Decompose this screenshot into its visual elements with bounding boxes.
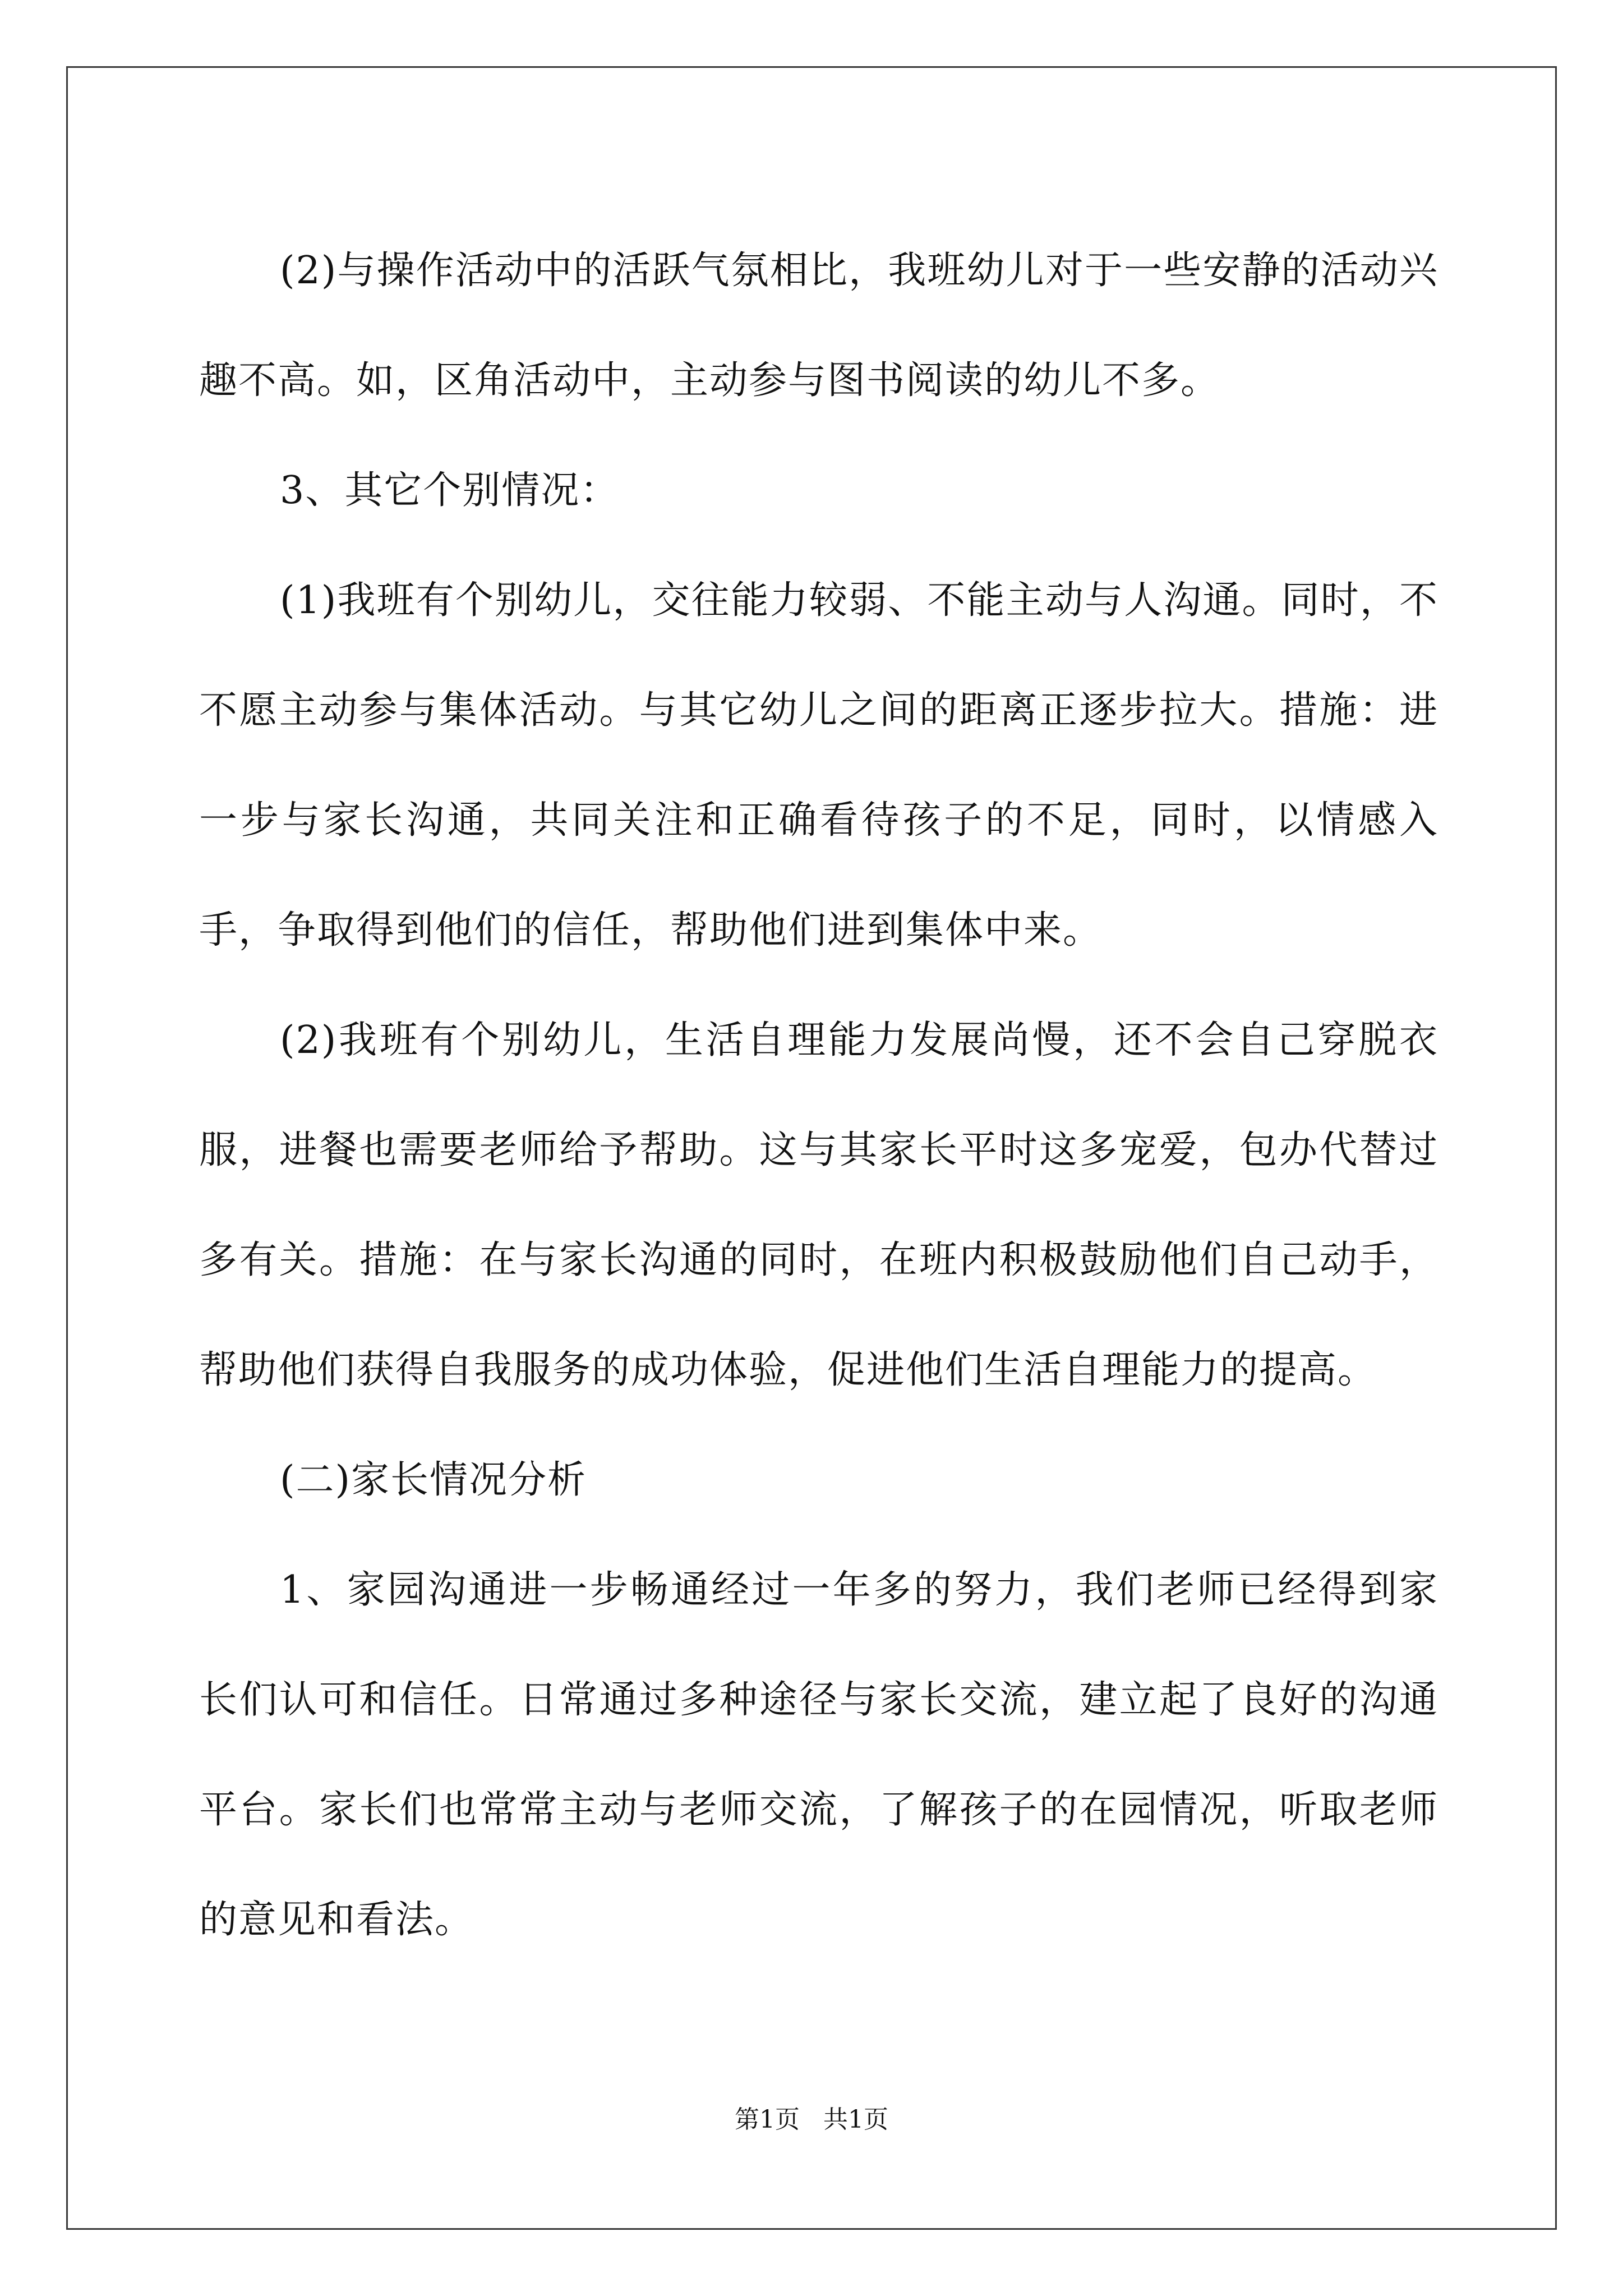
page-footer: 第1页 共1页 — [735, 2105, 888, 2134]
paragraph: (1)我班有个别幼儿，交往能力较弱、不能主动与人沟通。同时，不不愿主动参与集体活动。与其它幼儿之间的距离正逐步拉大。措施：进一步与家长沟通，共同关注和正确看待孩子的不足，同时，以情感入手，争取得到他们的信任，帮助他们进到集体中来。 — [199, 578, 1438, 953]
paragraph: 3、其它个别情况： — [280, 468, 620, 513]
paragraph: (2)与操作活动中的活跃气氛相比，我班幼儿对于一些安静的活动兴趣不高。如，区角活动中，主动参与图书阅读的幼儿不多。 — [199, 249, 1438, 403]
paragraph: (2)我班有个别幼儿，生活自理能力发展尚慢，还不会自己穿脱衣服，进餐也需要老师给予帮助。这与其家长平时这多宠爱，包办代替过多有关。措施：在与家长沟通的同时，在班内积极鼓励他们自己动手，帮助他们获得自我服务的成功体验，促进他们生活自理能力的提高。 — [199, 1018, 1438, 1392]
paragraph: 1、家园沟通进一步畅通经过一年多的努力，我们老师已经得到家长们认可和信任。日常通过多种途径与家长交流，建立起了良好的沟通平台。家长们也常常主动与老师交流，了解孩子的在园情况，听取老师的意见和看法。 — [199, 1568, 1438, 1942]
document-body — [199, 216, 1438, 1975]
paragraph: (二)家长情况分析 — [280, 1458, 587, 1502]
